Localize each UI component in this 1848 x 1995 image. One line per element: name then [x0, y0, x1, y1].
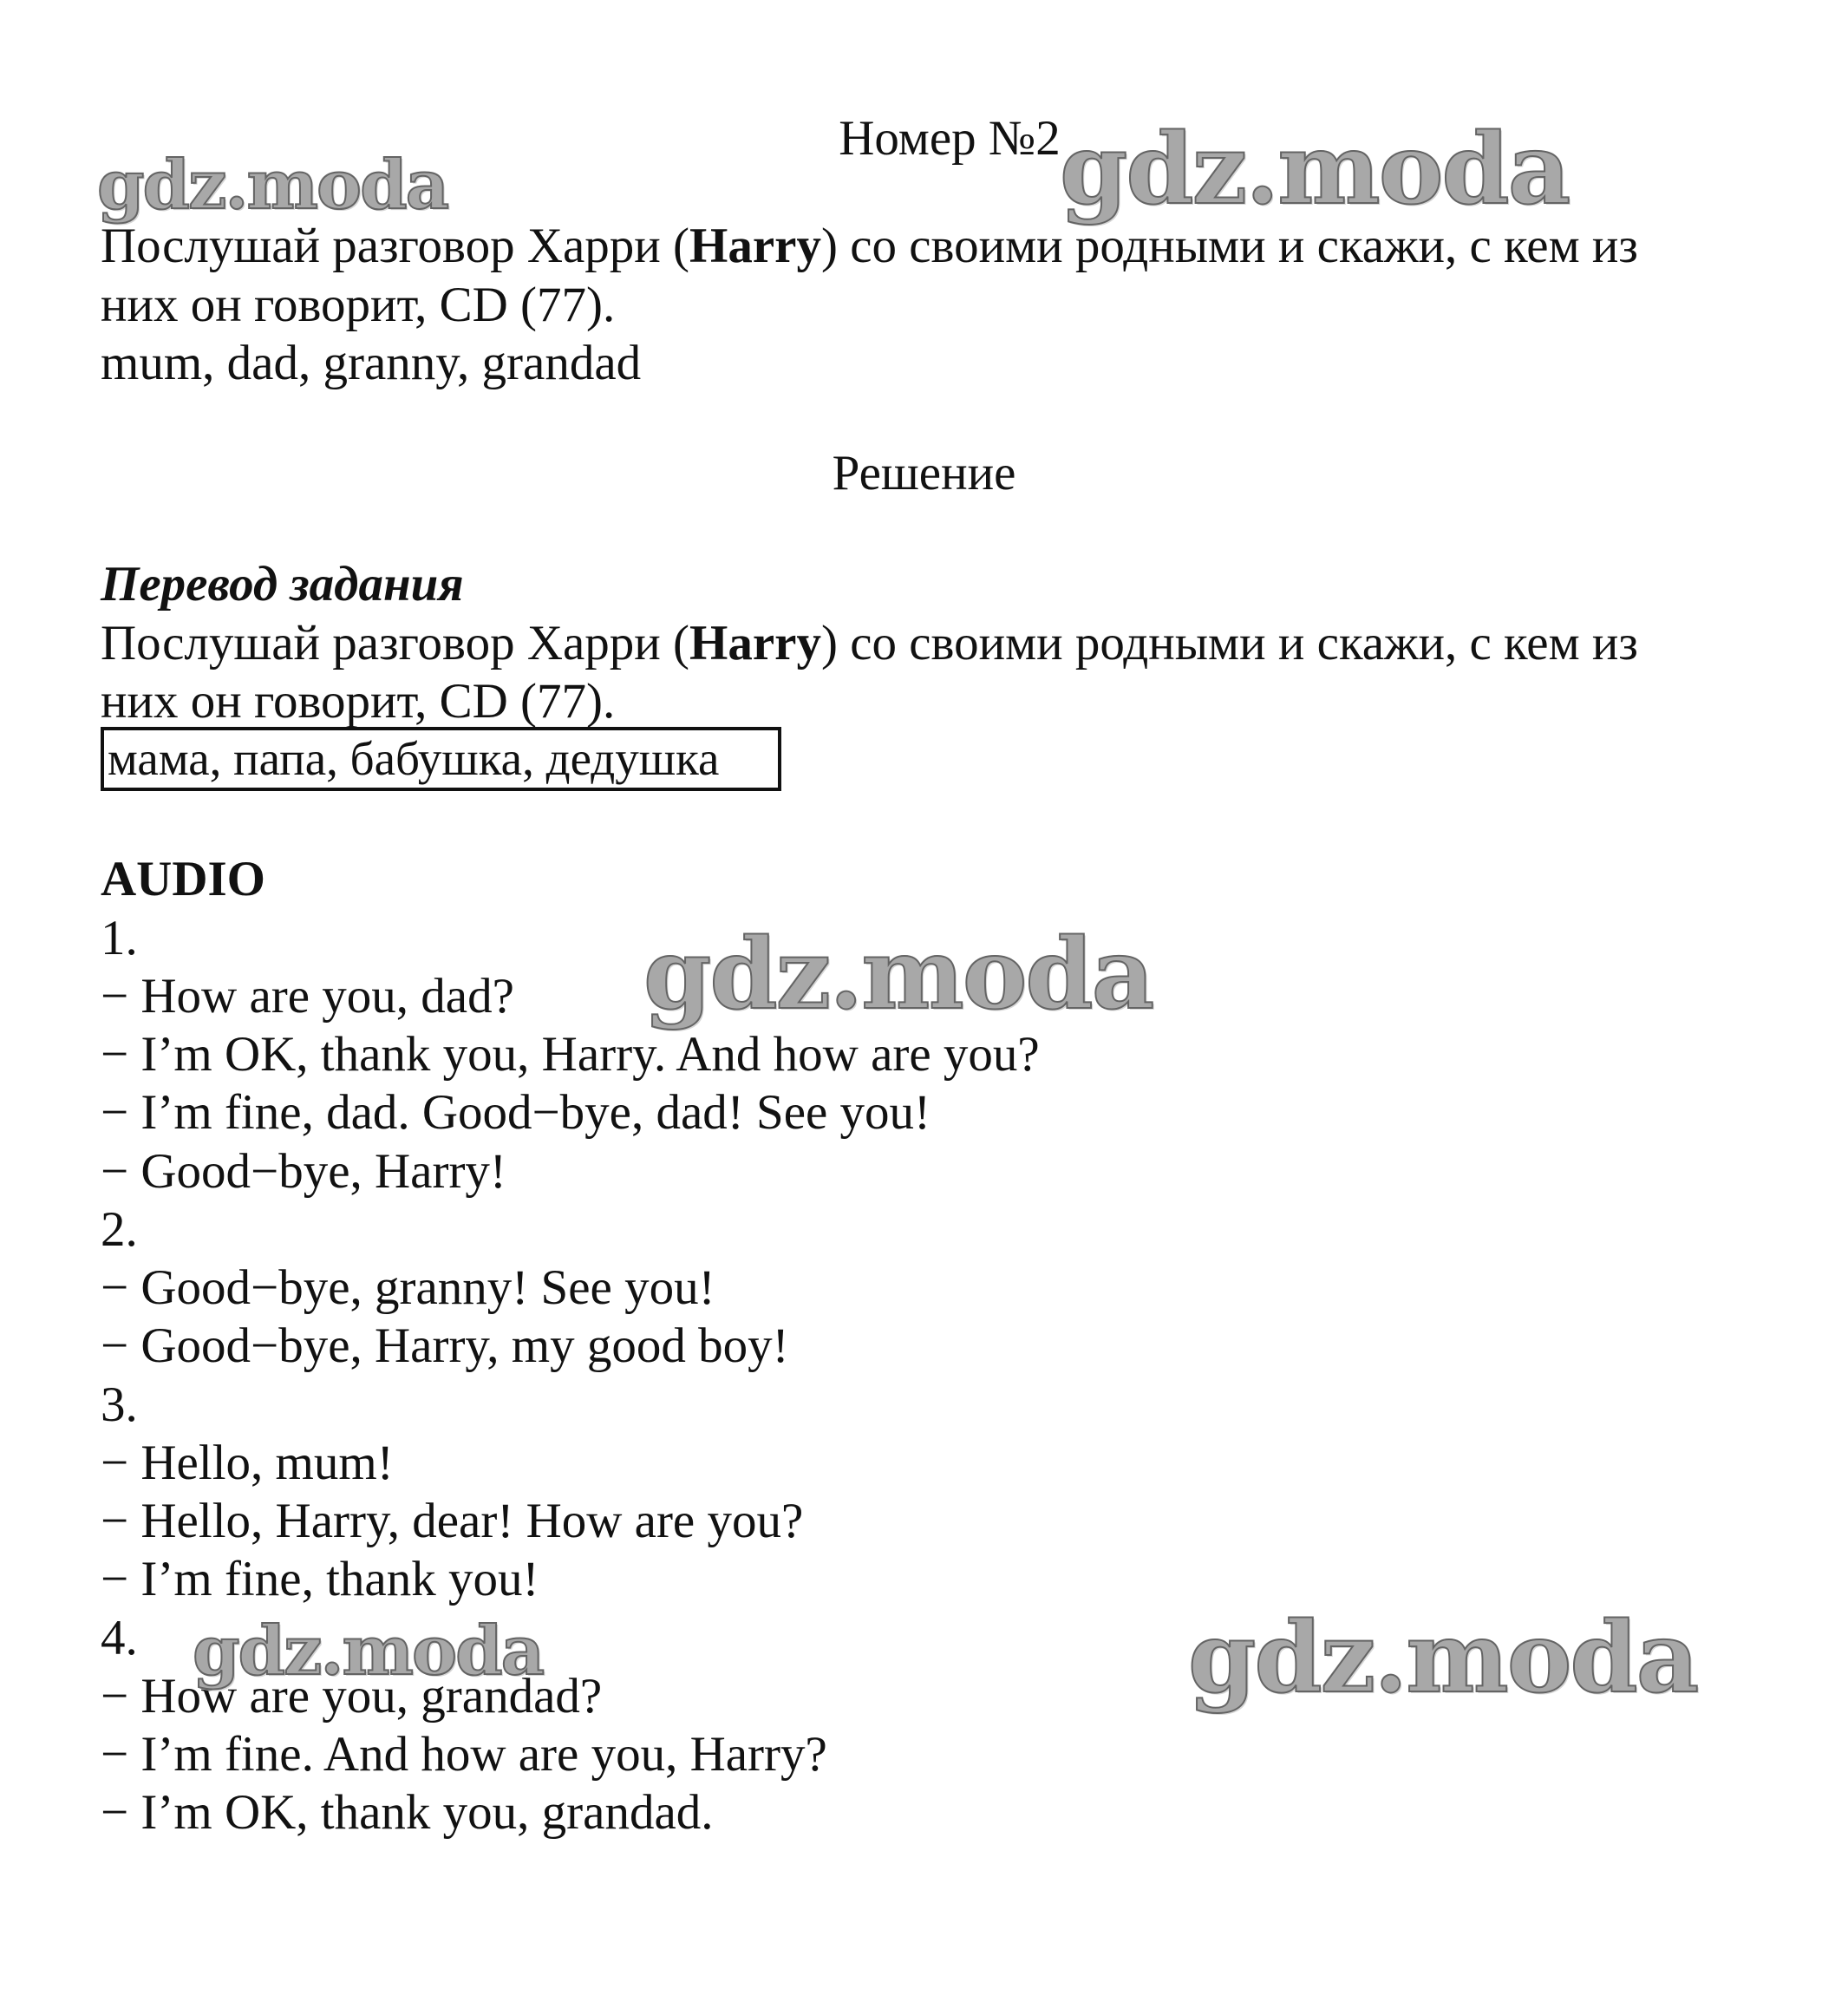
task-words: mum, dad, granny, grandad: [101, 336, 642, 390]
solution-heading: Решение: [832, 446, 1016, 500]
audio-line: − Good−bye, Harry, my good boy!: [101, 1318, 789, 1373]
audio-line: 2.: [101, 1202, 138, 1257]
audio-line: − Good−bye, Harry!: [101, 1144, 506, 1199]
translation-heading: Перевод задания: [101, 557, 464, 612]
audio-line: − Hello, mum!: [101, 1436, 394, 1490]
audio-line: − I’m fine, dad. Good−bye, dad! See you!: [101, 1085, 931, 1140]
audio-line: 3.: [101, 1377, 138, 1432]
translation-name-bold: Harry: [689, 616, 821, 670]
task-text-before: Послушай разговор Харри (: [101, 219, 690, 273]
translation-text-before: Послушай разговор Харри (: [101, 616, 690, 670]
audio-line: − I’m OK, thank you, grandad.: [101, 1785, 714, 1840]
watermark: gdz.moda: [193, 1612, 544, 1691]
audio-line: − How are you, dad?: [101, 969, 514, 1024]
translation-text-after: ) со своими родными и скажи, с кем из: [820, 616, 1638, 670]
watermark: gdz.moda: [1188, 1601, 1698, 1715]
watermark: gdz.moda: [1060, 113, 1570, 226]
task-text-after: ) со своими родными и скажи, с кем из: [820, 219, 1638, 273]
audio-line: − Hello, Harry, dear! How are you?: [101, 1494, 804, 1548]
watermark: gdz.moda: [97, 146, 448, 225]
audio-line: 1.: [101, 911, 138, 965]
translation-line-1: [101, 614, 1638, 673]
audio-line: − I’m fine, thank you!: [101, 1552, 539, 1606]
audio-line: − How are you, grandad?: [101, 1669, 603, 1724]
boxed-answer: мама, папа, бабушка, дедушка: [101, 727, 781, 791]
audio-line: − I’m OK, thank you, Harry. And how are you?: [101, 1027, 1040, 1082]
audio-line: − Good−bye, granny! See you!: [101, 1260, 715, 1315]
audio-line: 4.: [101, 1611, 138, 1665]
task-name-bold: Harry: [689, 219, 821, 273]
page-title: Номер №2: [839, 111, 1061, 166]
audio-heading: AUDIO: [101, 852, 266, 906]
task-line-2: них он говорит, CD (77).: [101, 278, 616, 332]
translation-line-2: них он говорит, CD (77).: [101, 674, 616, 729]
audio-line: − I’m fine. And how are you, Harry?: [101, 1727, 827, 1782]
watermark: gdz.moda: [643, 918, 1153, 1031]
